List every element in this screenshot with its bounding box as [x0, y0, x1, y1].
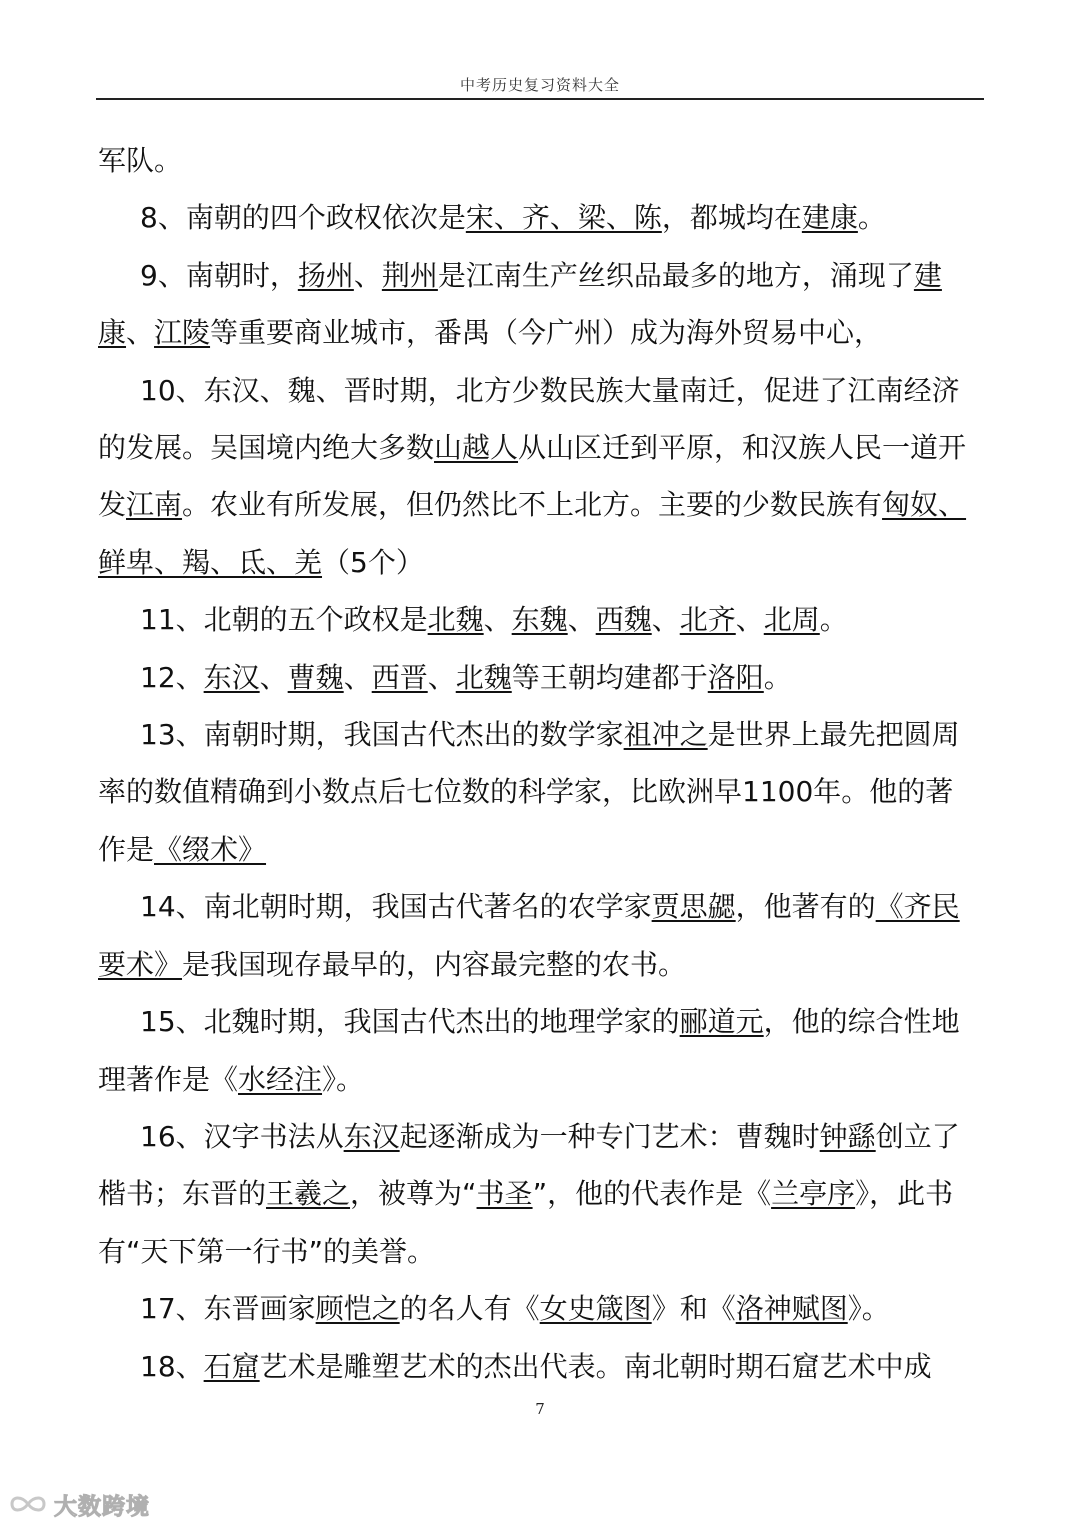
underlined-term: 郦道元 — [679, 1005, 764, 1039]
text-segment: 是世界上最先把圆周率的数值精确到小数点后七位数的科学家，比欧洲早1100年。他的著作是 — [98, 718, 960, 866]
text-segment: 17、东晋画家 — [140, 1292, 316, 1326]
underlined-term: 王羲之 — [266, 1177, 351, 1211]
underlined-term: 东魏 — [511, 603, 568, 637]
text-segment: ”，他的代表作是《 — [532, 1177, 772, 1211]
text-segment: 9、南朝时， — [140, 258, 298, 292]
text-segment: 、 — [353, 258, 382, 292]
text-segment: ，被尊为“ — [350, 1177, 477, 1211]
page-header-title: 中考历史复习资料大全 — [459, 76, 620, 94]
underlined-term: 东汉 — [343, 1119, 400, 1153]
underlined-term: 东汉 — [203, 660, 260, 694]
underlined-term: 匈奴、鲜卑、羯、氐、羌 — [98, 488, 967, 579]
text-segment: 。 — [763, 660, 792, 694]
paragraph — [98, 247, 970, 362]
paragraph — [98, 878, 970, 993]
text-segment: 。农业有所发展，但仍然比不上北方。主要的少数民族有 — [182, 488, 883, 522]
underlined-term: 扬州 — [297, 258, 354, 292]
underlined-term: 女史箴图 — [539, 1292, 652, 1326]
text-segment: 》。 — [847, 1292, 890, 1326]
text-segment: 12、 — [140, 660, 204, 694]
text-segment: ，他的综合性地理著作是《 — [98, 1005, 960, 1096]
paragraph — [98, 1280, 970, 1337]
watermark — [8, 1486, 150, 1522]
underlined-term: 江陵 — [154, 316, 211, 350]
underlined-term: 建康 — [801, 201, 858, 235]
underlined-term: 西魏 — [595, 603, 652, 637]
underlined-term: 北魏 — [427, 603, 484, 637]
text-segment: 从山区迁到平原，和汉族人民一道开发 — [98, 431, 967, 522]
underlined-term: 北魏 — [455, 660, 512, 694]
underlined-term: 贾思勰 — [651, 890, 736, 924]
underlined-term: 北齐 — [679, 603, 736, 637]
underlined-term: 洛阳 — [707, 660, 764, 694]
paragraph — [98, 706, 970, 878]
underlined-term: 祖冲之 — [623, 718, 708, 752]
text-segment: （5个） — [322, 545, 424, 579]
text-segment: 》和《 — [651, 1292, 736, 1326]
underlined-term: 兰亭序 — [771, 1177, 856, 1211]
underlined-term: 北周 — [763, 603, 820, 637]
text-segment: 艺术是雕塑艺术的杰出代表。南北朝时期石窟艺术中成 — [259, 1349, 932, 1383]
text-segment: 、 — [126, 316, 155, 350]
text-segment: 、 — [735, 603, 764, 637]
text-segment: 创立了楷书；东晋的 — [98, 1119, 960, 1211]
underlined-term: 水经注 — [238, 1062, 323, 1096]
underlined-term: 建康 — [98, 258, 942, 350]
text-segment: 》。 — [322, 1062, 365, 1096]
text-segment: 14、南北朝时期，我国古代著名的农学家 — [140, 890, 652, 924]
underlined-term: 西晋 — [371, 660, 428, 694]
document-body — [98, 132, 970, 1395]
text-segment: 的名人有《 — [399, 1292, 540, 1326]
paragraph — [98, 649, 970, 706]
text-segment: ，他著有的 — [735, 890, 876, 924]
text-segment: 、 — [427, 660, 456, 694]
text-segment: 、 — [343, 660, 372, 694]
underlined-term: 江南 — [126, 488, 183, 522]
underlined-term: 石窟 — [203, 1349, 260, 1383]
underlined-term: 山越人 — [434, 431, 519, 465]
paragraph — [98, 189, 970, 246]
text-segment: ，都城均在 — [661, 201, 802, 235]
paragraph — [98, 993, 970, 1108]
infinity-logo-icon — [8, 1490, 48, 1518]
paragraph — [98, 1338, 970, 1395]
text-segment: 、 — [483, 603, 512, 637]
text-segment: 15、北魏时期，我国古代杰出的地理学家的 — [140, 1005, 680, 1039]
underlined-term: 顾恺之 — [315, 1292, 400, 1326]
paragraph — [98, 1108, 970, 1280]
text-segment: 11、北朝的五个政权是 — [140, 603, 428, 637]
header-rule — [96, 98, 984, 100]
text-segment: 军队。 — [98, 144, 183, 177]
text-segment: 、 — [567, 603, 596, 637]
text-segment: 、 — [259, 660, 288, 694]
text-segment: 、 — [651, 603, 680, 637]
underlined-term: 洛神赋图 — [735, 1292, 848, 1326]
text-segment: 16、汉字书法从 — [140, 1119, 344, 1153]
underlined-term: 《齐民要术》 — [98, 890, 960, 981]
underlined-term: 荆州 — [381, 258, 438, 292]
underlined-term: 《缀术》 — [154, 832, 267, 866]
text-segment: 等重要商业城市，番禺（今广州）成为海外贸易中心， — [210, 316, 883, 350]
text-segment: 。 — [819, 603, 848, 637]
text-segment: 10、东汉、魏、晋时期，北方少数民族大量南迁，促进了江南经济的发展。吴国境内绝大多数 — [98, 373, 960, 465]
text-segment: 起逐渐成为一种专门艺术：曹魏时 — [399, 1119, 820, 1153]
text-segment: 8、南朝的四个政权依次是 — [140, 201, 466, 235]
underlined-term: 书圣 — [476, 1177, 533, 1211]
text-segment: 是江南生产丝织品最多的地方，涌现了 — [437, 258, 914, 292]
text-segment: 是我国现存最早的，内容最完整的农书。 — [182, 947, 687, 981]
text-segment: 13、南朝时期，我国古代杰出的数学家 — [140, 718, 624, 752]
watermark-text: 大数跨境 — [54, 1493, 150, 1520]
paragraph — [98, 591, 970, 648]
text-segment: 18、 — [140, 1349, 204, 1383]
paragraph — [98, 132, 970, 189]
paragraph — [98, 362, 970, 592]
underlined-term: 宋、齐、梁、陈 — [465, 201, 662, 235]
underlined-term: 钟繇 — [819, 1119, 876, 1153]
text-segment: 》，此书有“天下第一行书”的美誉。 — [98, 1177, 954, 1268]
text-segment: 。 — [857, 201, 886, 235]
page-number: 7 — [535, 1400, 545, 1418]
text-segment: 等王朝均建都于 — [511, 660, 708, 694]
underlined-term: 曹魏 — [287, 660, 344, 694]
